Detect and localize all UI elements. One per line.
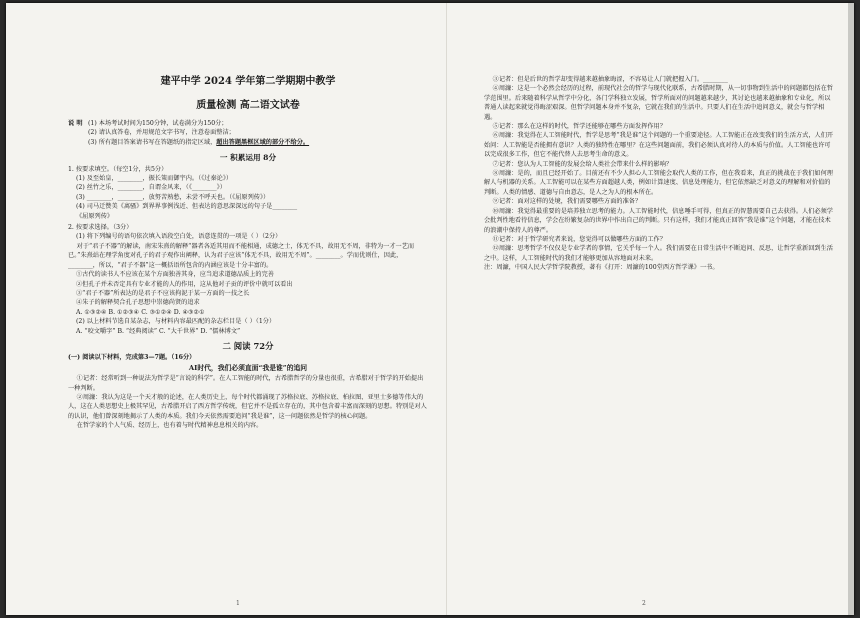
question-2-2: (2) 以上材料节选自某杂志，与材料内容最匹配的杂志栏目是（ ）（1分） <box>76 318 276 326</box>
article-paragraph: ⑥周濂：我觉得在人工智能时代，哲学是思考“我是谁”这个问题的一个重要途径。人工智能正在改变我们的生活方式，人们开始问：人工智能是否能拥有意识？人类的独特性在哪里？在这些问题面前，我们必须认真对待人的本质与价值。人工智能也许可以完成很多工作，但它不能代替人去思考生命的意义。 <box>484 132 834 159</box>
note-text: (3) 所有题目答案请书写在答题纸的指定区域，超出答题黑框区域的部分不给分。 <box>88 138 310 146</box>
exam-notes <box>68 119 428 147</box>
section-1-heading: 一 积累运用 8分 <box>219 153 277 163</box>
article-paragraph: ⑨记者：面对这样的处境，我们需要哪些方面的准备？ <box>492 198 642 206</box>
page-number-left: 1 <box>236 600 240 607</box>
note-row <box>68 119 428 128</box>
center-fold <box>446 3 447 615</box>
question-1: 1. 按要求填空。（每空1分，共5分） <box>68 165 168 173</box>
right-page <box>484 3 834 615</box>
page-number-right: 2 <box>642 600 646 607</box>
question-1-item: (4) 司马迁赞美《离骚》到界界事例浅近、但表达的意思深深远的句子是________ <box>76 203 298 211</box>
question-1-item: (2) 丝竹之乐，________，自谓金风来，（《________》） <box>76 184 226 192</box>
article-paragraph: 在哲学家的个人气质、经历上，也有着与时代精神息息相关的内容。 <box>76 422 263 430</box>
article-paragraph: ⑤记者：那么在这样的时代，哲学还能够在哪些方面发挥作用？ <box>492 123 666 131</box>
question-2-option: ②但孔子并未否定具有专业才能的人的作用，这从他对子贡的评价中就可以看出 <box>76 280 293 288</box>
article-paragraph: ⑧周濂：是的，而且已经开始了。目前还有不少人担心人工智能会取代人类的工作，但在我看来，真正的挑战在于我们如何理解人与机器的关系。人工智能可以在某些方面超越人类，例如计算速度、信息处理能力，但它依然缺乏对意义的理解和对价值的判断。人类的情感、道德与自由意志，是人之为人的根本所在。 <box>484 170 833 196</box>
question-1-item: (1) 及至始皇，________，振长策而御宇内。（《过秦论》） <box>76 175 233 183</box>
note-row <box>68 128 428 137</box>
section-2-heading: 二 阅读 72分 <box>222 340 274 351</box>
article-paragraph: ②周濂：我认为这是一个天才般的论述，在人类历史上，每个时代都涌现了苏格拉底、苏格拉底、柏拉图、亚里士多德等伟大的人，这在人类思想史上极其罕见，古希腊开启了西方哲学传统，但它并不是孤立存在的，其中包含着丰富而深刻的思想。特别是对人的认识，他们曾深刻地揭示了人类的本质。我们今天依然需要追问“我是谁”，这一问题依然是哲学的核心问题。 <box>68 393 427 420</box>
scan-edge <box>848 3 854 615</box>
exam-sheet <box>6 3 854 615</box>
article-paragraph: ⑩周濂：我觉得最重要的是培养独立思考的能力。人工智能时代，信息唾手可得，但真正的智慧需要自己去获得。人们必须学会批判性地看待信息，学会在纷繁复杂的世界中作出自己的判断。只有这样，我们才能真正回答“我是谁”这个问题，才能在技术的浪潮中保持人的尊严。 <box>484 207 833 234</box>
note-lead <box>68 128 88 137</box>
note-text: (1) 本场考试时间为150分钟，试卷满分为150分； <box>88 120 228 127</box>
note-row <box>68 138 428 147</box>
note-text: (2) 请认真答卷，并用规范文字书写，注意卷面整洁； <box>88 129 235 137</box>
article-paragraph: ④周濂：这是一个必然会经历的过程，前现代社会的哲学与现代化联系，古希腊时期，从一切事物到生活中的问题都包括在哲学范围里。后来随着科学从哲学中分化，各门学科独立发展，哲学所面对的问题越来越少，其讨论也越来越抽象和专业化，所以普通人读起来就觉得晦涩艰深。但哲学问题本身并不复杂，它就在我们的生活中。只要人们在生活中追问意义，就会与哲学相遇。 <box>484 85 833 121</box>
article-title: AI时代，我们必须直面“我是谁”的追问 <box>188 363 308 372</box>
exam-title: 建平中学 2024 学年第二学期期中教学 <box>160 76 336 87</box>
question-1-item: (3) ________，________，放努苦熟愁，未尝不呼天也。（《屈原列传》） <box>76 193 270 201</box>
article-paragraph: ③记者：但是后世的哲学却变得越来越抽象晦涩，不容易让人门就把握入门。________ <box>492 76 728 83</box>
note-lead <box>68 138 88 147</box>
question-2-passage: 对于“君子不器”的解读，南宋朱熹的解释“器者各适其用而不能相通，成德之士，体无不具，故用无不周，非特为一才一艺而已。”朱熹站在理学角度对孔子的君子观作出阐释，认为君子应该“体无不具，故用无不周”。________。学而优则仕，因此，________，所以，“君子不器”这一概括语所包含的内涵应该是十分丰富的。 <box>68 242 415 269</box>
question-2-option: ④朱子的解释契合孔子思想中崇德尚贤的追求 <box>76 299 200 307</box>
question-1-item: 《屈原列传》 <box>76 212 114 220</box>
top-margin <box>484 3 834 75</box>
note-emphasis: 超出答题黑框区域的部分不给分。 <box>216 138 310 146</box>
article-paragraph: ⑫周濂：思考哲学不仅仅是专业学者的事情，它关乎每一个人。我们需要在日常生活中不断追问、反思，让哲学重新回到生活之中。这样，人工智能时代的我们才能够更加从容地面对未来。 <box>484 245 833 262</box>
question-2-choices: A. ①③②④ B. ①②③④ C. ③①②④ D. ④③②① <box>76 308 205 316</box>
question-2-2-choices: A. “咬文嚼字” B. “经典阅读” C. “大千世界” D. “儒林博文” <box>76 327 241 335</box>
question-2: 2. 按要求选择。（3分） <box>68 224 133 232</box>
reading-heading: (一) 阅读以下材料，完成第3—7题。（16分） <box>68 354 196 362</box>
question-2-option: ③“君子不器”所表达的是君子不应该拘泥于某一方面的一技之长 <box>76 289 250 297</box>
note-lead: 说 明 <box>68 120 83 127</box>
question-2-option: ①古代的读书人不应该在某个方面独善其身，应当追求道德品质上的完善 <box>76 271 274 279</box>
article-paragraph: ⑦记者：您认为人工智能的发展会给人类社会带来什么样的影响？ <box>492 160 673 168</box>
article-paragraph: ①记者：经常听到一种说法为哲学是“言说的科学”。在人工智能的时代，古希腊哲学的分量也很重，古希腊对于哲学的开始提出一种判断。 <box>68 375 424 392</box>
exam-subtitle: 质量检测 高二语文试卷 <box>196 100 300 111</box>
source-note: 注：周濂，中国人民大学哲学院教授，著有《打开：周濂的100堂西方哲学课》一书。 <box>484 264 719 272</box>
article-paragraph: ⑪记者：对于哲学研究者来说，您觉得可以做哪些方面的工作？ <box>492 235 666 243</box>
question-2-1: (1) 将下列编号的语句依次填入语段空白处，语意连贯的一项是（ ）（2分） <box>76 233 282 241</box>
left-page <box>68 3 428 615</box>
